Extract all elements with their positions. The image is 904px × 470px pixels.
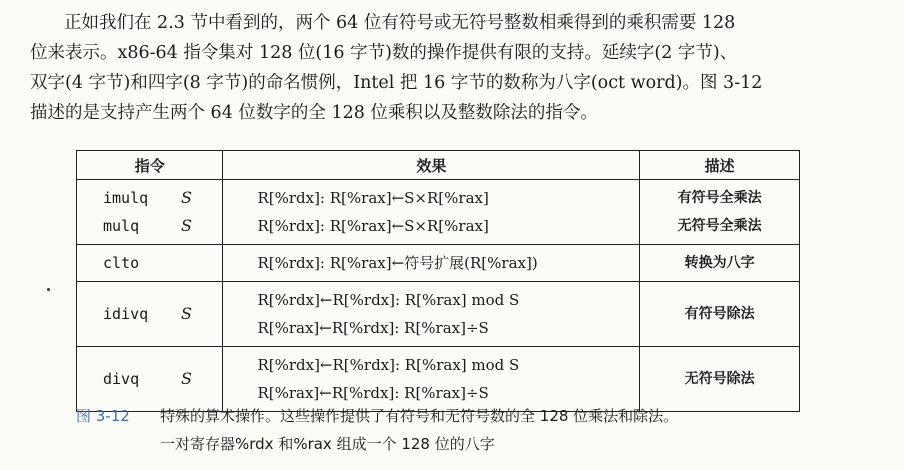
instruction-name: imulq xyxy=(103,189,149,207)
instruction-line xyxy=(83,365,216,393)
instruction-line xyxy=(83,212,216,240)
instruction-line xyxy=(83,249,216,277)
description-cell xyxy=(640,282,800,347)
effect-cell xyxy=(223,245,640,282)
effect-line: R[%rax]←R[%rdx]: R[%rax]÷S xyxy=(257,319,489,337)
caption-line xyxy=(76,402,678,430)
effect-line: R[%rdx]: R[%rax]←符号扩展(R[%rax]) xyxy=(257,254,538,272)
body-paragraph xyxy=(30,8,892,128)
caption-text: 特殊的算术操作。这些操作提供了有符号和无符号数的全 128 位乘法和除法。 xyxy=(160,407,679,425)
instruction-cell xyxy=(77,245,223,282)
instruction-name: idivq xyxy=(103,305,149,323)
effect-cell xyxy=(223,282,640,347)
paragraph-line: 正如我们在 2.3 节中看到的，两个 64 位有符号或无符号整数相乘得到的乘积需要 128 xyxy=(64,13,736,33)
instruction-line xyxy=(83,300,216,328)
paragraph-line: 双字(4 字节)和四字(8 字节)的命名惯例，Intel 把 16 字节的数称为八字(oct word)。图 3-12 xyxy=(30,73,763,93)
description-line: 有符号全乘法 xyxy=(677,190,762,206)
header-effect: 效果 xyxy=(223,151,640,180)
effect-line: R[%rdx]←R[%rdx]: R[%rax] mod S xyxy=(257,356,520,374)
description-cell xyxy=(640,180,800,245)
paragraph-line: 位来表示。x86-64 指令集对 128 位(16 字节)数的操作提供有限的支持。延续字(2 字节)、 xyxy=(30,43,738,63)
figure-caption xyxy=(76,402,678,458)
caption-line: 一对寄存器%rdx 和%rax 组成一个 128 位的八字 xyxy=(160,435,495,453)
description-line: 有符号除法 xyxy=(684,306,755,322)
instruction-name: clto xyxy=(103,254,140,272)
description-line: 无符号全乘法 xyxy=(677,218,762,234)
instruction-name: divq xyxy=(103,370,140,388)
instruction-table xyxy=(76,150,800,412)
instruction-cell xyxy=(77,180,223,245)
effect-line: R[%rdx]←R[%rdx]: R[%rax] mod S xyxy=(257,291,520,309)
table-row xyxy=(77,282,800,347)
instruction-name: mulq xyxy=(103,217,140,235)
instruction-operand: S xyxy=(181,369,192,388)
description-line: 无符号除法 xyxy=(684,371,755,387)
paragraph-line: 描述的是支持产生两个 64 位数字的全 128 位乘积以及整数除法的指令。 xyxy=(30,103,598,123)
instruction-cell xyxy=(77,282,223,347)
effect-line: R[%rdx]: R[%rax]←S×R[%rax] xyxy=(257,189,489,207)
effect-line: R[%rax]←R[%rdx]: R[%rax]÷S xyxy=(257,384,489,402)
table-row xyxy=(77,245,800,282)
instruction-operand: S xyxy=(181,304,192,323)
header-description: 描述 xyxy=(640,151,800,180)
description-cell xyxy=(640,245,800,282)
instruction-line xyxy=(83,184,216,212)
instruction-operand: S xyxy=(181,188,192,207)
table-header-row xyxy=(77,151,800,180)
instruction-operand: S xyxy=(181,216,192,235)
effect-cell xyxy=(223,180,640,245)
table-row xyxy=(77,180,800,245)
effect-line: R[%rdx]: R[%rax]←S×R[%rax] xyxy=(257,217,489,235)
header-instruction: 指令 xyxy=(77,151,223,180)
figure-label: 图 3-12 xyxy=(76,407,130,425)
description-line: 转换为八字 xyxy=(684,255,755,271)
stray-dot xyxy=(47,288,50,291)
